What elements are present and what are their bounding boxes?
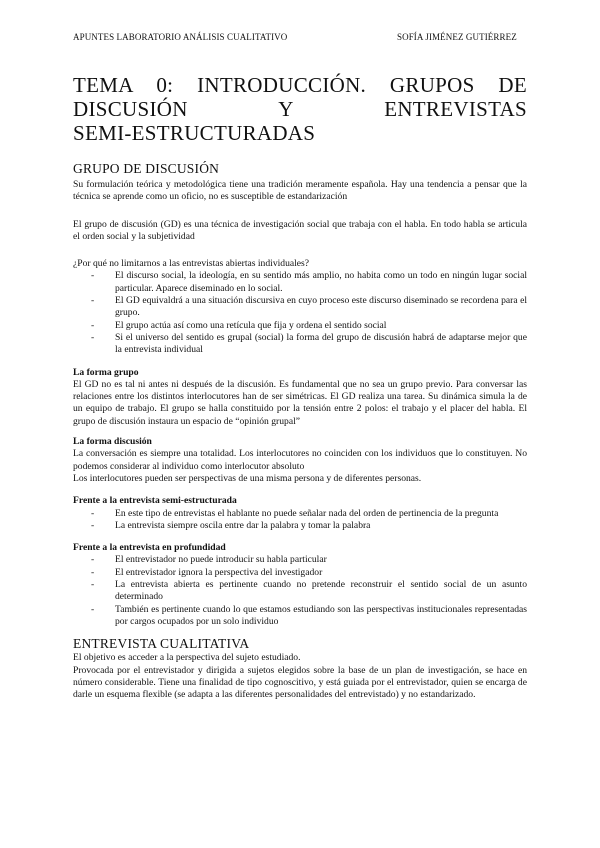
gd-intro-paragraph: Su formulación teórica y metodológica tiene una tradición meramente española. Hay una tendencia a pensar que la técnica se aprende como un oficio, no es susceptible de estandarización [73,179,527,203]
subheading-forma-grupo: La forma grupo [73,366,139,378]
list-item: - Si el universo del sentido es grupal (social) la forma del grupo de discusión habrá de adaptarse mejor que la entrevista individual [115,332,527,357]
document-body [73,73,527,701]
subheading-frente-semi: Frente a la entrevista semi-estructurada [73,495,237,507]
ec-description-paragraph: Provocada por el entrevistador y dirigida a sujetos elegidos sobre la base de un plan de investigación, se hace en número considerable. Tiene una finalidad de tipo cognoscitivo, y está guiada por el entrevistador, quien se encarga de darle un esquema flexible (se adapta a las diferentes personalidades del entrevistado) y no estandarizado. [73,664,527,701]
list-item: - La entrevista abierta es pertinente cuando no pretende reconstruir el sentido social de un asunto determinado [115,579,527,604]
list-item: - El GD equivaldrá a una situación discursiva en cuyo proceso este discurso diseminado se recordena para el grupo. [115,295,527,320]
list-item: - El discurso social, la ideología, en su sentido más amplio, no habita como un todo en ningún lugar social particular. Aparece diseminado en lo social. [115,270,527,295]
subheading-forma-discusion: La forma discusión [73,436,152,448]
list-item: - La entrevista siempre oscila entre dar la palabra y tomar la palabra [115,520,527,532]
title-line-3: SEMI-ESTRUCTURADAS [73,121,316,145]
gd-question: ¿Por qué no limitarnos a las entrevistas abiertas individuales? [73,258,310,270]
frente-profundidad-list [73,554,527,628]
forma-grupo-paragraph: El GD no es tal ni antes ni después de la discusión. Es fundamental que no sea un grupo previo. Para conversar las relaciones entre los distintos interlocutores han de ser simétricas. El GD realiza una tarea. Su dinámica simula la de un equipo de trabajo. El grupo se halla constituido por la tensión entre 2 polos: el trabajo y el placer del habla. El grupo de discusión instaura un espacio de “opinión grupal” [73,378,527,427]
header-author: SOFÍA JIMÉNEZ GUTIÉRREZ [397,32,517,42]
list-item: - En este tipo de entrevistas el hablante no puede señalar nada del orden de pertinencia de la pregunta [115,508,527,520]
gd-bullet-list [73,270,527,356]
gd-definition-paragraph: El grupo de discusión (GD) es una técnica de investigación social que trabaja con el habla. En todo habla se articula el orden social y la subjetividad [73,218,527,242]
list-item: - El entrevistador no puede introducir su habla particular [115,554,527,566]
title-line-2: DISCUSIÓN Y ENTREVISTAS [73,97,527,121]
frente-semi-list [73,508,527,533]
header-course: APUNTES LABORATORIO ANÁLISIS CUALITATIVO [73,32,288,42]
list-item: - El grupo actúa así como una retícula que fija y ordena el sentido social [115,320,527,332]
section-heading-grupo-discusion: GRUPO DE DISCUSIÓN [73,161,220,176]
section-heading-entrevista-cualitativa: ENTREVISTA CUALITATIVA [73,636,250,652]
ec-objective-paragraph: El objetivo es acceder a la perspectiva del sujeto estudiado. [73,652,301,664]
list-item: - También es pertinente cuando lo que estamos estudiando son las perspectivas institucionales representadas por cargos ocupados por un solo individuo [115,604,527,629]
list-item: - El entrevistador ignora la perspectiva del investigador [115,567,527,579]
subheading-frente-profundidad: Frente a la entrevista en profundidad [73,542,226,554]
forma-discusion-paragraph-1: La conversación es siempre una totalidad. Los interlocutores no coinciden con los individuos que lo constituyen. No podemos considerar al individuo como interlocutor absoluto [73,448,527,472]
title-line-1: TEMA 0: INTRODUCCIÓN. GRUPOS DE [73,73,527,97]
page-title [73,73,527,145]
forma-discusion-paragraph-2: Los interlocutores pueden ser perspectivas de una misma persona y de diferentes personas. [73,472,422,484]
